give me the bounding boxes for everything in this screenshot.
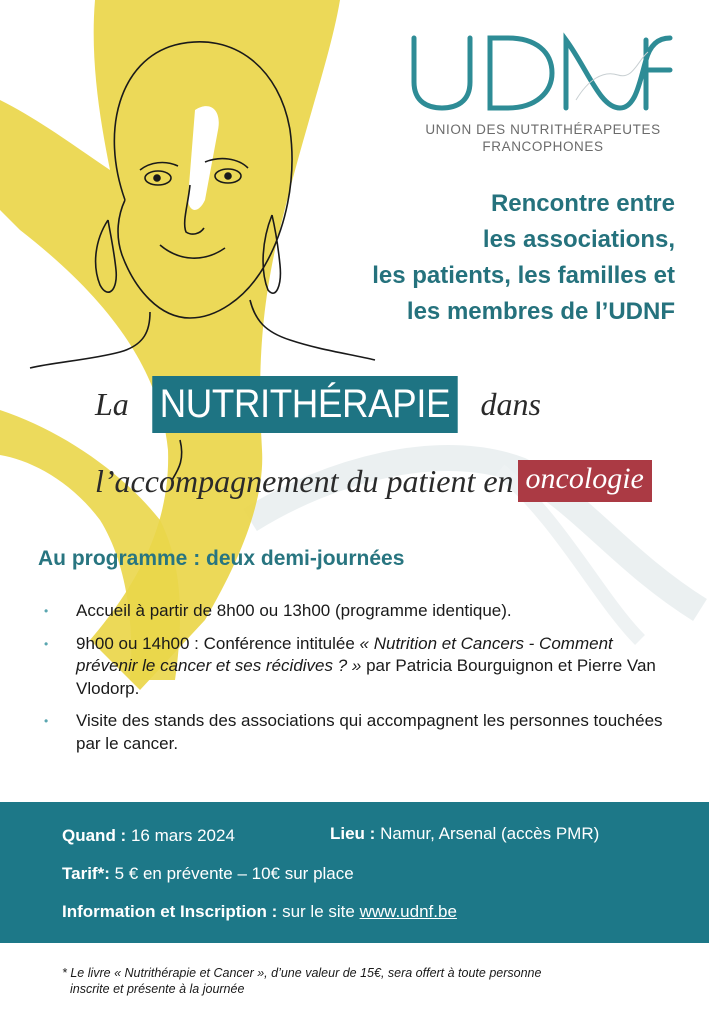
list-item-text: Visite des stands des associations qui accompagnent les personnes touchées par le cancer. bbox=[76, 711, 663, 753]
conference-title: « Nutrition et Cancers - Comment prévenir le cancer et ses récidives ? » bbox=[76, 633, 613, 675]
logo-line-1: UNION DES NUTRITHÉRAPEUTES bbox=[425, 122, 661, 137]
location-value: Namur, Arsenal (accès PMR) bbox=[380, 824, 600, 843]
headline-line-3: les patients, les familles et bbox=[372, 262, 675, 289]
footnote bbox=[62, 965, 672, 997]
list-item-text-post: par Patricia Bourguignon et Pierre Van Vlodorp. bbox=[76, 656, 656, 698]
udnf-logo bbox=[408, 30, 678, 155]
date-label: Quand : bbox=[62, 826, 127, 845]
website-link[interactable]: www.udnf.be bbox=[359, 902, 457, 921]
price-value: 5 € en prévente – 10€ sur place bbox=[114, 864, 354, 883]
headline-line-2: les associations, bbox=[482, 226, 675, 253]
list-item bbox=[40, 633, 670, 701]
price-row bbox=[62, 864, 354, 884]
footnote-line-2: inscrite et présente à la journée bbox=[70, 982, 245, 996]
footnote-line-1: * Le livre « Nutrithérapie et Cancer », d’une valeur de 15€, sera offert à toute personne bbox=[62, 966, 542, 980]
title-highlight: NUTRITHÉRAPIE bbox=[152, 376, 457, 433]
headline-line-1: Rencontre entre bbox=[490, 190, 675, 217]
list-item bbox=[40, 710, 670, 755]
title-line2-text: l’accompagnement du patient en bbox=[95, 462, 514, 499]
list-item-text: Accueil à partir de 8h00 ou 13h00 (programme identique). bbox=[76, 601, 512, 620]
price-label: Tarif*: bbox=[62, 864, 110, 883]
udnf-logo-text bbox=[408, 121, 678, 155]
logo-line-2: FRANCOPHONES bbox=[482, 139, 604, 154]
event-info-banner bbox=[0, 802, 709, 943]
headline-line-4: les membres de l’UDNF bbox=[406, 298, 675, 325]
registration-row bbox=[62, 902, 457, 922]
title-line-1 bbox=[95, 376, 541, 433]
location-label: Lieu : bbox=[330, 824, 376, 843]
udnf-logo-mark bbox=[408, 30, 678, 112]
bullet-icon: • bbox=[44, 604, 49, 618]
list-item-text: 9h00 ou 14h00 : Conférence intitulée bbox=[76, 633, 360, 653]
date-row bbox=[62, 826, 235, 846]
title-suffix: dans bbox=[480, 386, 541, 422]
bullet-icon: • bbox=[44, 714, 49, 728]
registration-value: sur le site bbox=[282, 902, 355, 921]
title-line-2 bbox=[95, 460, 652, 502]
title-prefix: La bbox=[95, 386, 129, 422]
bullet-icon: • bbox=[44, 636, 49, 651]
programme-list bbox=[40, 600, 670, 765]
event-headline bbox=[372, 186, 675, 330]
list-item bbox=[40, 600, 670, 623]
location-row bbox=[330, 824, 599, 844]
date-value: 16 mars 2024 bbox=[130, 826, 235, 845]
title-line2-highlight: oncologie bbox=[518, 460, 652, 502]
registration-label: Information et Inscription : bbox=[62, 902, 278, 921]
programme-heading: Au programme : deux demi-journées bbox=[38, 547, 405, 570]
